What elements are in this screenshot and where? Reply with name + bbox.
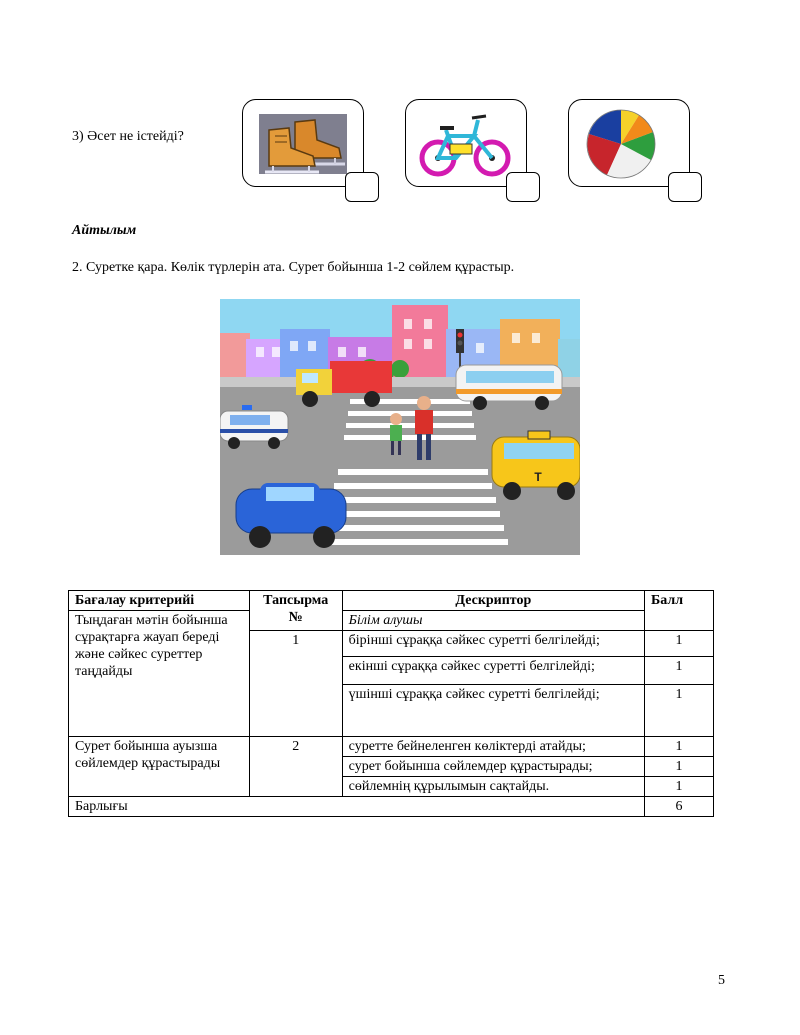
total-label: Барлығы <box>69 797 645 817</box>
score-1-3: 1 <box>645 685 714 737</box>
assessment-table <box>68 590 714 817</box>
section-title: Айтылым <box>72 223 137 238</box>
descriptor-2-3: сөйлемнің құрылымын сақтайды. <box>342 777 644 797</box>
descriptor-1-1: бірінші сұраққа сәйкес суретті белгілейді; <box>342 631 644 657</box>
criterion-2: Сурет бойынша ауызша сөйлемдер құрастырады <box>69 737 250 797</box>
task-number-1: 1 <box>249 631 342 737</box>
answer-box-3[interactable] <box>668 172 702 202</box>
descriptor-subheader: Білім алушы <box>342 611 644 631</box>
question-3-label: 3) Әсет не істейді? <box>72 129 184 144</box>
criterion-1: Тыңдаған мәтін бойынша сұрақтарға жауап береді және сәйкес суреттер таңдайды <box>69 611 250 737</box>
total-score: 6 <box>645 797 714 817</box>
header-criterion: Бағалау критерийі <box>69 591 250 611</box>
ball-icon <box>583 106 659 182</box>
descriptor-2-2: сурет бойынша сөйлемдер құрастырады; <box>342 757 644 777</box>
descriptor-1-2: екінші сұраққа сәйкес суретті белгілейді; <box>342 657 644 685</box>
bicycle-icon <box>416 108 516 180</box>
score-1-2: 1 <box>645 657 714 685</box>
page-number: 5 <box>718 973 725 988</box>
task-number-2: 2 <box>249 737 342 797</box>
answer-box-1[interactable] <box>345 172 379 202</box>
score-2-3: 1 <box>645 777 714 797</box>
header-task: Тапсырма № <box>249 591 342 631</box>
header-score: Балл <box>645 591 714 631</box>
skates-icon <box>255 110 351 178</box>
header-descriptor: Дескриптор <box>342 591 644 611</box>
taxi-sign: T <box>534 470 542 484</box>
street-crossing-illustration <box>220 299 580 555</box>
descriptor-1-3: үшінші сұраққа сәйкес суретті белгілейді; <box>342 685 644 737</box>
score-2-2: 1 <box>645 757 714 777</box>
answer-box-2[interactable] <box>506 172 540 202</box>
descriptor-2-1: суретте бейнеленген көліктерді атайды; <box>342 737 644 757</box>
task-2-instruction: 2. Суретке қара. Көлік түрлерін ата. Сурет бойынша 1-2 сөйлем құрастыр. <box>72 260 515 275</box>
score-2-1: 1 <box>645 737 714 757</box>
score-1-1: 1 <box>645 631 714 657</box>
